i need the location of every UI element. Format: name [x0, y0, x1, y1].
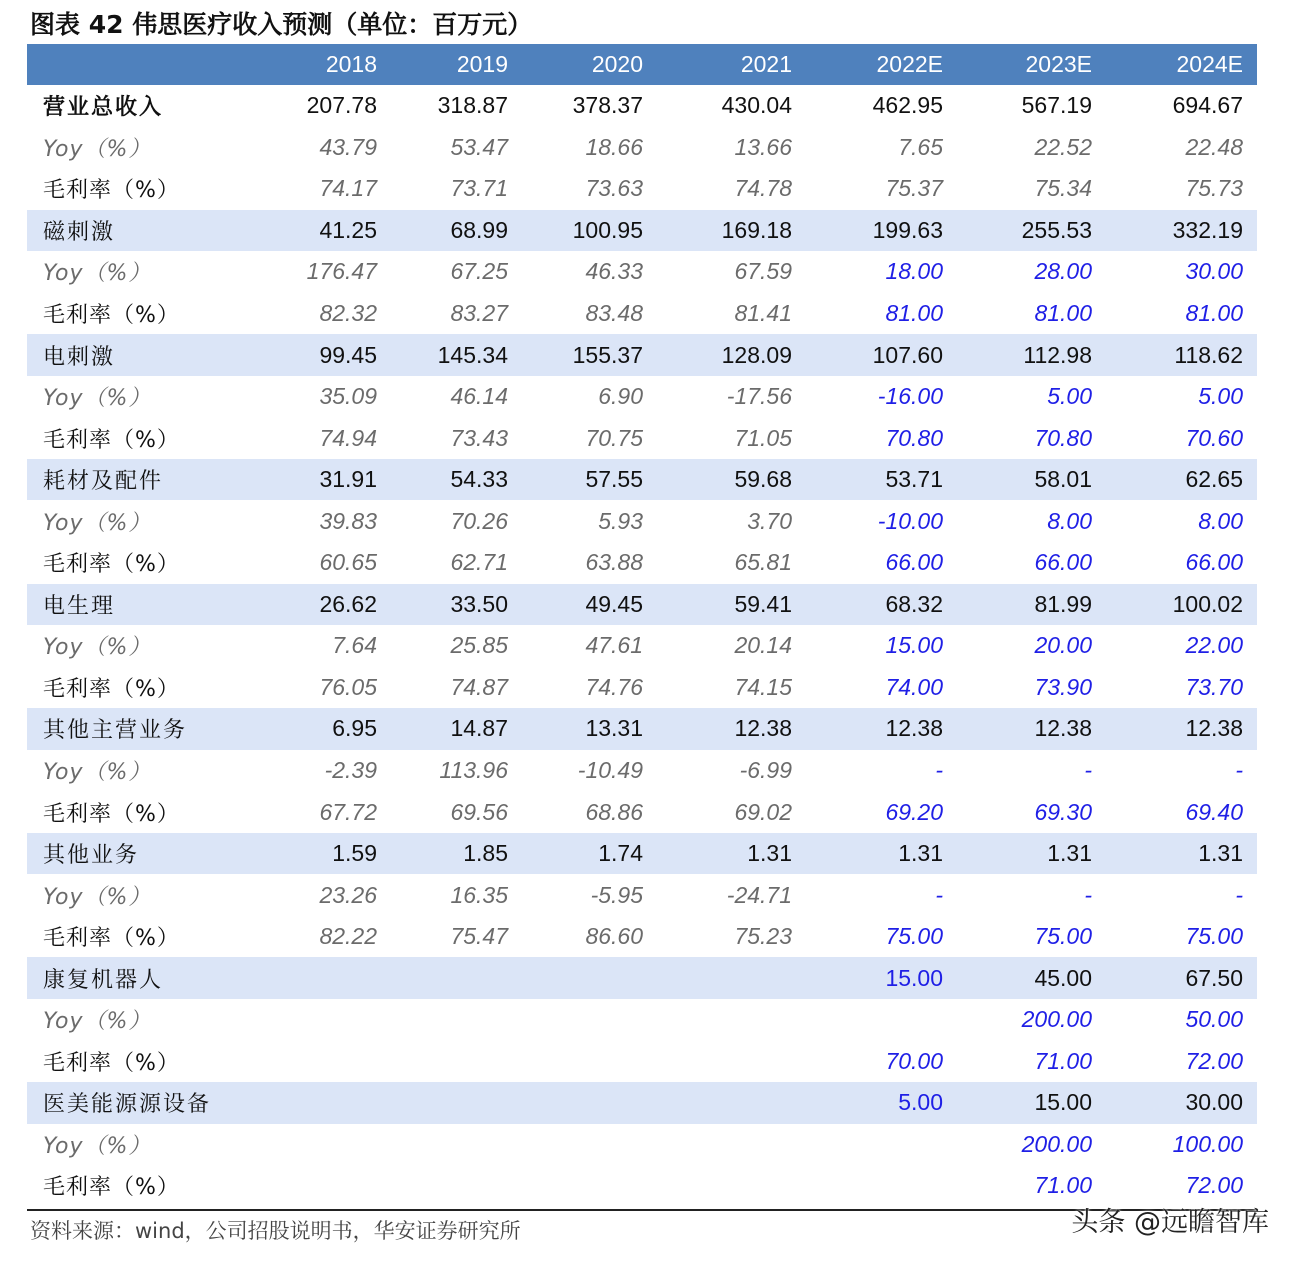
- value-cell: 70.26: [450, 507, 508, 534]
- value-cell: -: [1235, 757, 1243, 784]
- row-label: 医美能源源设备: [43, 1092, 212, 1118]
- row-label: 磁刺激: [43, 219, 116, 245]
- value-cell: 12.38: [1185, 715, 1243, 742]
- value-cell: 1.85: [463, 840, 508, 867]
- column-header: 2021: [740, 51, 792, 77]
- value-cell: 145.34: [437, 341, 508, 368]
- table-row: [27, 1165, 1257, 1207]
- table-row: [27, 916, 1257, 958]
- value-cell: 6.95: [332, 715, 377, 742]
- table-row: [27, 750, 1257, 792]
- value-cell: 75.37: [885, 175, 943, 202]
- value-cell: 73.63: [585, 175, 643, 202]
- value-cell: 1.31: [898, 840, 943, 867]
- value-cell: 74.00: [885, 673, 943, 700]
- value-cell: -: [1084, 757, 1092, 784]
- value-cell: 74.76: [585, 673, 643, 700]
- value-cell: 71.00: [1034, 1172, 1092, 1199]
- value-cell: 74.87: [450, 673, 508, 700]
- row-label: 毛利率（%）: [43, 303, 180, 328]
- value-cell: 60.65: [319, 549, 377, 576]
- row-label: 毛利率（%）: [43, 552, 180, 578]
- value-cell: 100.02: [1172, 590, 1243, 617]
- column-header: 2023E: [1025, 51, 1092, 77]
- value-cell: 694.67: [1172, 92, 1243, 119]
- value-cell: 5.93: [598, 507, 643, 534]
- value-cell: 41.25: [319, 216, 377, 243]
- value-cell: 12.38: [1034, 715, 1092, 742]
- value-cell: 76.05: [319, 673, 377, 700]
- value-cell: 73.70: [1185, 673, 1243, 700]
- row-label: Yoy（%）: [43, 884, 152, 910]
- value-cell: 5.00: [898, 1089, 943, 1116]
- value-cell: 46.14: [450, 383, 508, 410]
- value-cell: -5.95: [590, 881, 643, 908]
- value-cell: 169.18: [721, 216, 792, 243]
- value-cell: 86.60: [585, 923, 643, 950]
- value-cell: 99.45: [319, 341, 377, 368]
- row-label: 毛利率（%）: [43, 1050, 180, 1076]
- value-cell: 67.72: [319, 798, 377, 825]
- value-cell: 75.00: [885, 923, 943, 950]
- value-cell: 5.00: [1047, 383, 1092, 410]
- value-cell: 49.45: [585, 590, 643, 617]
- row-label: 营业总收入: [43, 95, 164, 121]
- value-cell: 155.37: [572, 341, 643, 368]
- table-row: [27, 251, 1257, 293]
- value-cell: 67.59: [734, 258, 792, 285]
- value-cell: 118.62: [1174, 341, 1243, 368]
- value-cell: 75.00: [1185, 923, 1243, 950]
- value-cell: 30.00: [1185, 1089, 1243, 1116]
- value-cell: 70.80: [885, 424, 943, 451]
- value-cell: 75.73: [1185, 175, 1243, 202]
- value-cell: 73.43: [450, 424, 508, 451]
- value-cell: 69.02: [734, 798, 792, 825]
- value-cell: 69.40: [1185, 798, 1243, 825]
- value-cell: 83.48: [585, 300, 643, 326]
- value-cell: 59.41: [734, 590, 792, 617]
- value-cell: 74.78: [734, 175, 792, 202]
- value-cell: 72.00: [1185, 1172, 1243, 1199]
- value-cell: 107.60: [872, 341, 943, 368]
- value-cell: 20.00: [1034, 632, 1092, 659]
- value-cell: 8.00: [1198, 507, 1243, 534]
- value-cell: 207.78: [306, 92, 377, 119]
- value-cell: 66.00: [1034, 549, 1092, 576]
- value-cell: 33.50: [450, 590, 508, 617]
- value-cell: 75.47: [450, 923, 508, 950]
- row-label: 其他业务: [43, 843, 140, 869]
- value-cell: -: [935, 881, 943, 908]
- value-cell: 83.27: [450, 300, 508, 326]
- row-label: 毛利率（%）: [43, 1175, 180, 1201]
- value-cell: 100.95: [572, 216, 643, 243]
- value-cell: 46.33: [585, 258, 643, 285]
- value-cell: 1.31: [1047, 840, 1092, 867]
- value-cell: -17.56: [726, 383, 792, 410]
- table-row: [27, 500, 1257, 542]
- value-cell: 71.05: [734, 424, 792, 451]
- value-cell: 1.74: [598, 840, 643, 867]
- value-cell: 67.25: [450, 258, 508, 285]
- value-cell: 50.00: [1185, 1006, 1243, 1033]
- value-cell: 176.47: [306, 258, 377, 285]
- value-cell: 81.00: [1034, 300, 1092, 326]
- value-cell: 69.56: [450, 798, 508, 825]
- value-cell: 1.31: [747, 840, 792, 867]
- value-cell: 13.31: [585, 715, 643, 742]
- table-row: [27, 293, 1257, 335]
- row-label: 毛利率（%）: [43, 427, 180, 453]
- value-cell: 31.91: [319, 466, 377, 493]
- value-cell: 45.00: [1034, 964, 1092, 991]
- value-cell: 8.00: [1047, 507, 1092, 534]
- value-cell: 67.50: [1185, 964, 1243, 991]
- value-cell: -24.71: [726, 881, 792, 908]
- value-cell: 100.00: [1172, 1130, 1243, 1157]
- row-label: 毛利率（%）: [43, 926, 180, 952]
- table-row: [27, 1082, 1257, 1124]
- value-cell: 13.66: [734, 133, 792, 160]
- value-cell: 71.00: [1034, 1047, 1092, 1074]
- value-cell: -16.00: [877, 383, 943, 410]
- column-header: 2022E: [876, 51, 943, 77]
- row-label: 其他主营业务: [43, 718, 188, 744]
- value-cell: 200.00: [1021, 1006, 1092, 1033]
- value-cell: 75.00: [1034, 923, 1092, 950]
- value-cell: 22.52: [1034, 133, 1092, 160]
- value-cell: -10.00: [877, 507, 943, 534]
- row-label: 毛利率（%）: [43, 676, 180, 702]
- value-cell: 47.61: [585, 632, 643, 659]
- value-cell: 54.33: [450, 466, 508, 493]
- value-cell: 65.81: [734, 549, 792, 576]
- value-cell: 7.65: [898, 133, 943, 160]
- value-cell: 318.87: [437, 92, 508, 119]
- value-cell: 462.95: [872, 92, 943, 119]
- value-cell: 70.00: [885, 1047, 943, 1074]
- table-row: [27, 85, 1257, 127]
- value-cell: 81.99: [1034, 590, 1092, 617]
- value-cell: 15.00: [885, 632, 943, 659]
- table-row: [27, 957, 1257, 999]
- table-row: [27, 1041, 1257, 1083]
- row-label: Yoy（%）: [43, 760, 152, 786]
- value-cell: 567.19: [1021, 92, 1092, 119]
- table-row: [27, 999, 1257, 1041]
- page-title: 图表 42 伟思医疗收入预测（单位：百万元）: [30, 10, 533, 39]
- table-header-row: [27, 44, 1257, 85]
- value-cell: 22.00: [1185, 632, 1243, 659]
- value-cell: 35.09: [319, 383, 377, 410]
- value-cell: 26.62: [319, 590, 377, 617]
- value-cell: 199.63: [872, 216, 943, 243]
- value-cell: 1.31: [1198, 840, 1243, 867]
- value-cell: 6.90: [598, 383, 643, 410]
- value-cell: 30.00: [1185, 258, 1243, 285]
- value-cell: 255.53: [1021, 216, 1092, 243]
- value-cell: 18.00: [885, 258, 943, 285]
- row-label: Yoy（%）: [43, 635, 152, 661]
- value-cell: 200.00: [1021, 1130, 1092, 1157]
- value-cell: -: [935, 757, 943, 784]
- value-cell: -10.49: [577, 757, 643, 784]
- table-row: [27, 376, 1257, 418]
- column-header: 2024E: [1176, 51, 1243, 77]
- value-cell: 15.00: [885, 964, 943, 991]
- table-row: [27, 791, 1257, 833]
- value-cell: 28.00: [1034, 258, 1092, 285]
- value-cell: 74.94: [319, 424, 377, 451]
- value-cell: 58.01: [1034, 466, 1092, 493]
- value-cell: 14.87: [450, 715, 508, 742]
- column-header: 2019: [456, 51, 508, 77]
- row-label: 电刺激: [43, 344, 116, 370]
- value-cell: 15.00: [1034, 1089, 1092, 1116]
- row-label: 毛利率（%）: [43, 178, 180, 204]
- value-cell: 23.26: [319, 881, 377, 908]
- value-cell: 70.75: [585, 424, 643, 451]
- value-cell: 430.04: [721, 92, 792, 119]
- row-label: Yoy（%）: [43, 261, 152, 287]
- value-cell: 113.96: [439, 757, 508, 784]
- table-row: [27, 417, 1257, 459]
- value-cell: -: [1084, 881, 1092, 908]
- value-cell: 73.90: [1034, 673, 1092, 700]
- table-row: [27, 708, 1257, 750]
- watermark: 头条 @远瞻智库: [1071, 1207, 1269, 1238]
- table-row: [27, 459, 1257, 501]
- value-cell: 82.22: [319, 923, 377, 950]
- value-cell: 332.19: [1172, 216, 1243, 243]
- column-header: 2018: [325, 51, 377, 77]
- value-cell: 75.34: [1034, 175, 1092, 202]
- value-cell: 20.14: [734, 632, 792, 659]
- value-cell: 22.48: [1185, 133, 1243, 160]
- value-cell: 18.66: [585, 133, 643, 160]
- value-cell: 53.71: [885, 466, 943, 493]
- row-label: Yoy（%）: [43, 136, 152, 162]
- table-row: [27, 1124, 1257, 1166]
- value-cell: 66.00: [1185, 549, 1243, 576]
- row-label: 毛利率（%）: [43, 801, 180, 827]
- table-row: [27, 127, 1257, 169]
- value-cell: 69.20: [885, 798, 943, 825]
- table-row: [27, 833, 1257, 875]
- value-cell: 3.70: [747, 507, 792, 534]
- source-note: 资料来源：wind，公司招股说明书，华安证券研究所: [30, 1219, 521, 1243]
- revenue-forecast-table: [27, 44, 1257, 1207]
- value-cell: 75.23: [734, 923, 792, 950]
- value-cell: 68.99: [450, 216, 508, 243]
- value-cell: 7.64: [332, 632, 377, 659]
- table-row: [27, 584, 1257, 626]
- value-cell: 81.00: [885, 300, 943, 326]
- value-cell: 68.32: [885, 590, 943, 617]
- table-row: [27, 210, 1257, 252]
- table-row: [27, 625, 1257, 667]
- value-cell: 1.59: [332, 840, 377, 867]
- value-cell: 12.38: [885, 715, 943, 742]
- value-cell: 63.88: [585, 549, 643, 576]
- value-cell: 70.80: [1034, 424, 1092, 451]
- row-label: 电生理: [43, 593, 116, 619]
- row-label: Yoy（%）: [43, 1009, 152, 1035]
- table-row: [27, 334, 1257, 376]
- value-cell: 72.00: [1185, 1047, 1243, 1074]
- value-cell: 62.65: [1185, 466, 1243, 493]
- table-row: [27, 168, 1257, 210]
- value-cell: 74.15: [734, 673, 792, 700]
- value-cell: 62.71: [450, 549, 508, 576]
- value-cell: 81.00: [1185, 300, 1243, 326]
- value-cell: 43.79: [319, 133, 377, 160]
- value-cell: 68.86: [585, 798, 643, 825]
- value-cell: 378.37: [572, 92, 643, 119]
- row-label: Yoy（%）: [43, 1133, 152, 1159]
- row-label: 康复机器人: [43, 967, 164, 993]
- value-cell: 53.47: [450, 133, 508, 160]
- value-cell: 5.00: [1198, 383, 1243, 410]
- value-cell: 81.41: [734, 300, 792, 326]
- table-row: [27, 667, 1257, 709]
- value-cell: -6.99: [739, 757, 792, 784]
- row-label: Yoy（%）: [43, 386, 152, 412]
- value-cell: 82.32: [319, 300, 377, 326]
- value-cell: 73.71: [450, 175, 508, 202]
- value-cell: 70.60: [1185, 424, 1243, 451]
- value-cell: 112.98: [1023, 341, 1092, 368]
- value-cell: 69.30: [1034, 798, 1092, 825]
- column-header: 2020: [591, 51, 643, 77]
- row-label: Yoy（%）: [43, 510, 152, 536]
- value-cell: 39.83: [319, 507, 377, 534]
- value-cell: 66.00: [885, 549, 943, 576]
- value-cell: 57.55: [585, 466, 643, 493]
- table-row: [27, 542, 1257, 584]
- value-cell: -2.39: [324, 757, 377, 784]
- value-cell: 12.38: [734, 715, 792, 742]
- value-cell: 25.85: [450, 632, 508, 659]
- value-cell: -: [1235, 881, 1243, 908]
- value-cell: 128.09: [721, 341, 792, 368]
- value-cell: 74.17: [319, 175, 377, 202]
- table-row: [27, 874, 1257, 916]
- value-cell: 16.35: [450, 881, 508, 908]
- value-cell: 59.68: [734, 466, 792, 493]
- row-label: 耗材及配件: [43, 469, 164, 495]
